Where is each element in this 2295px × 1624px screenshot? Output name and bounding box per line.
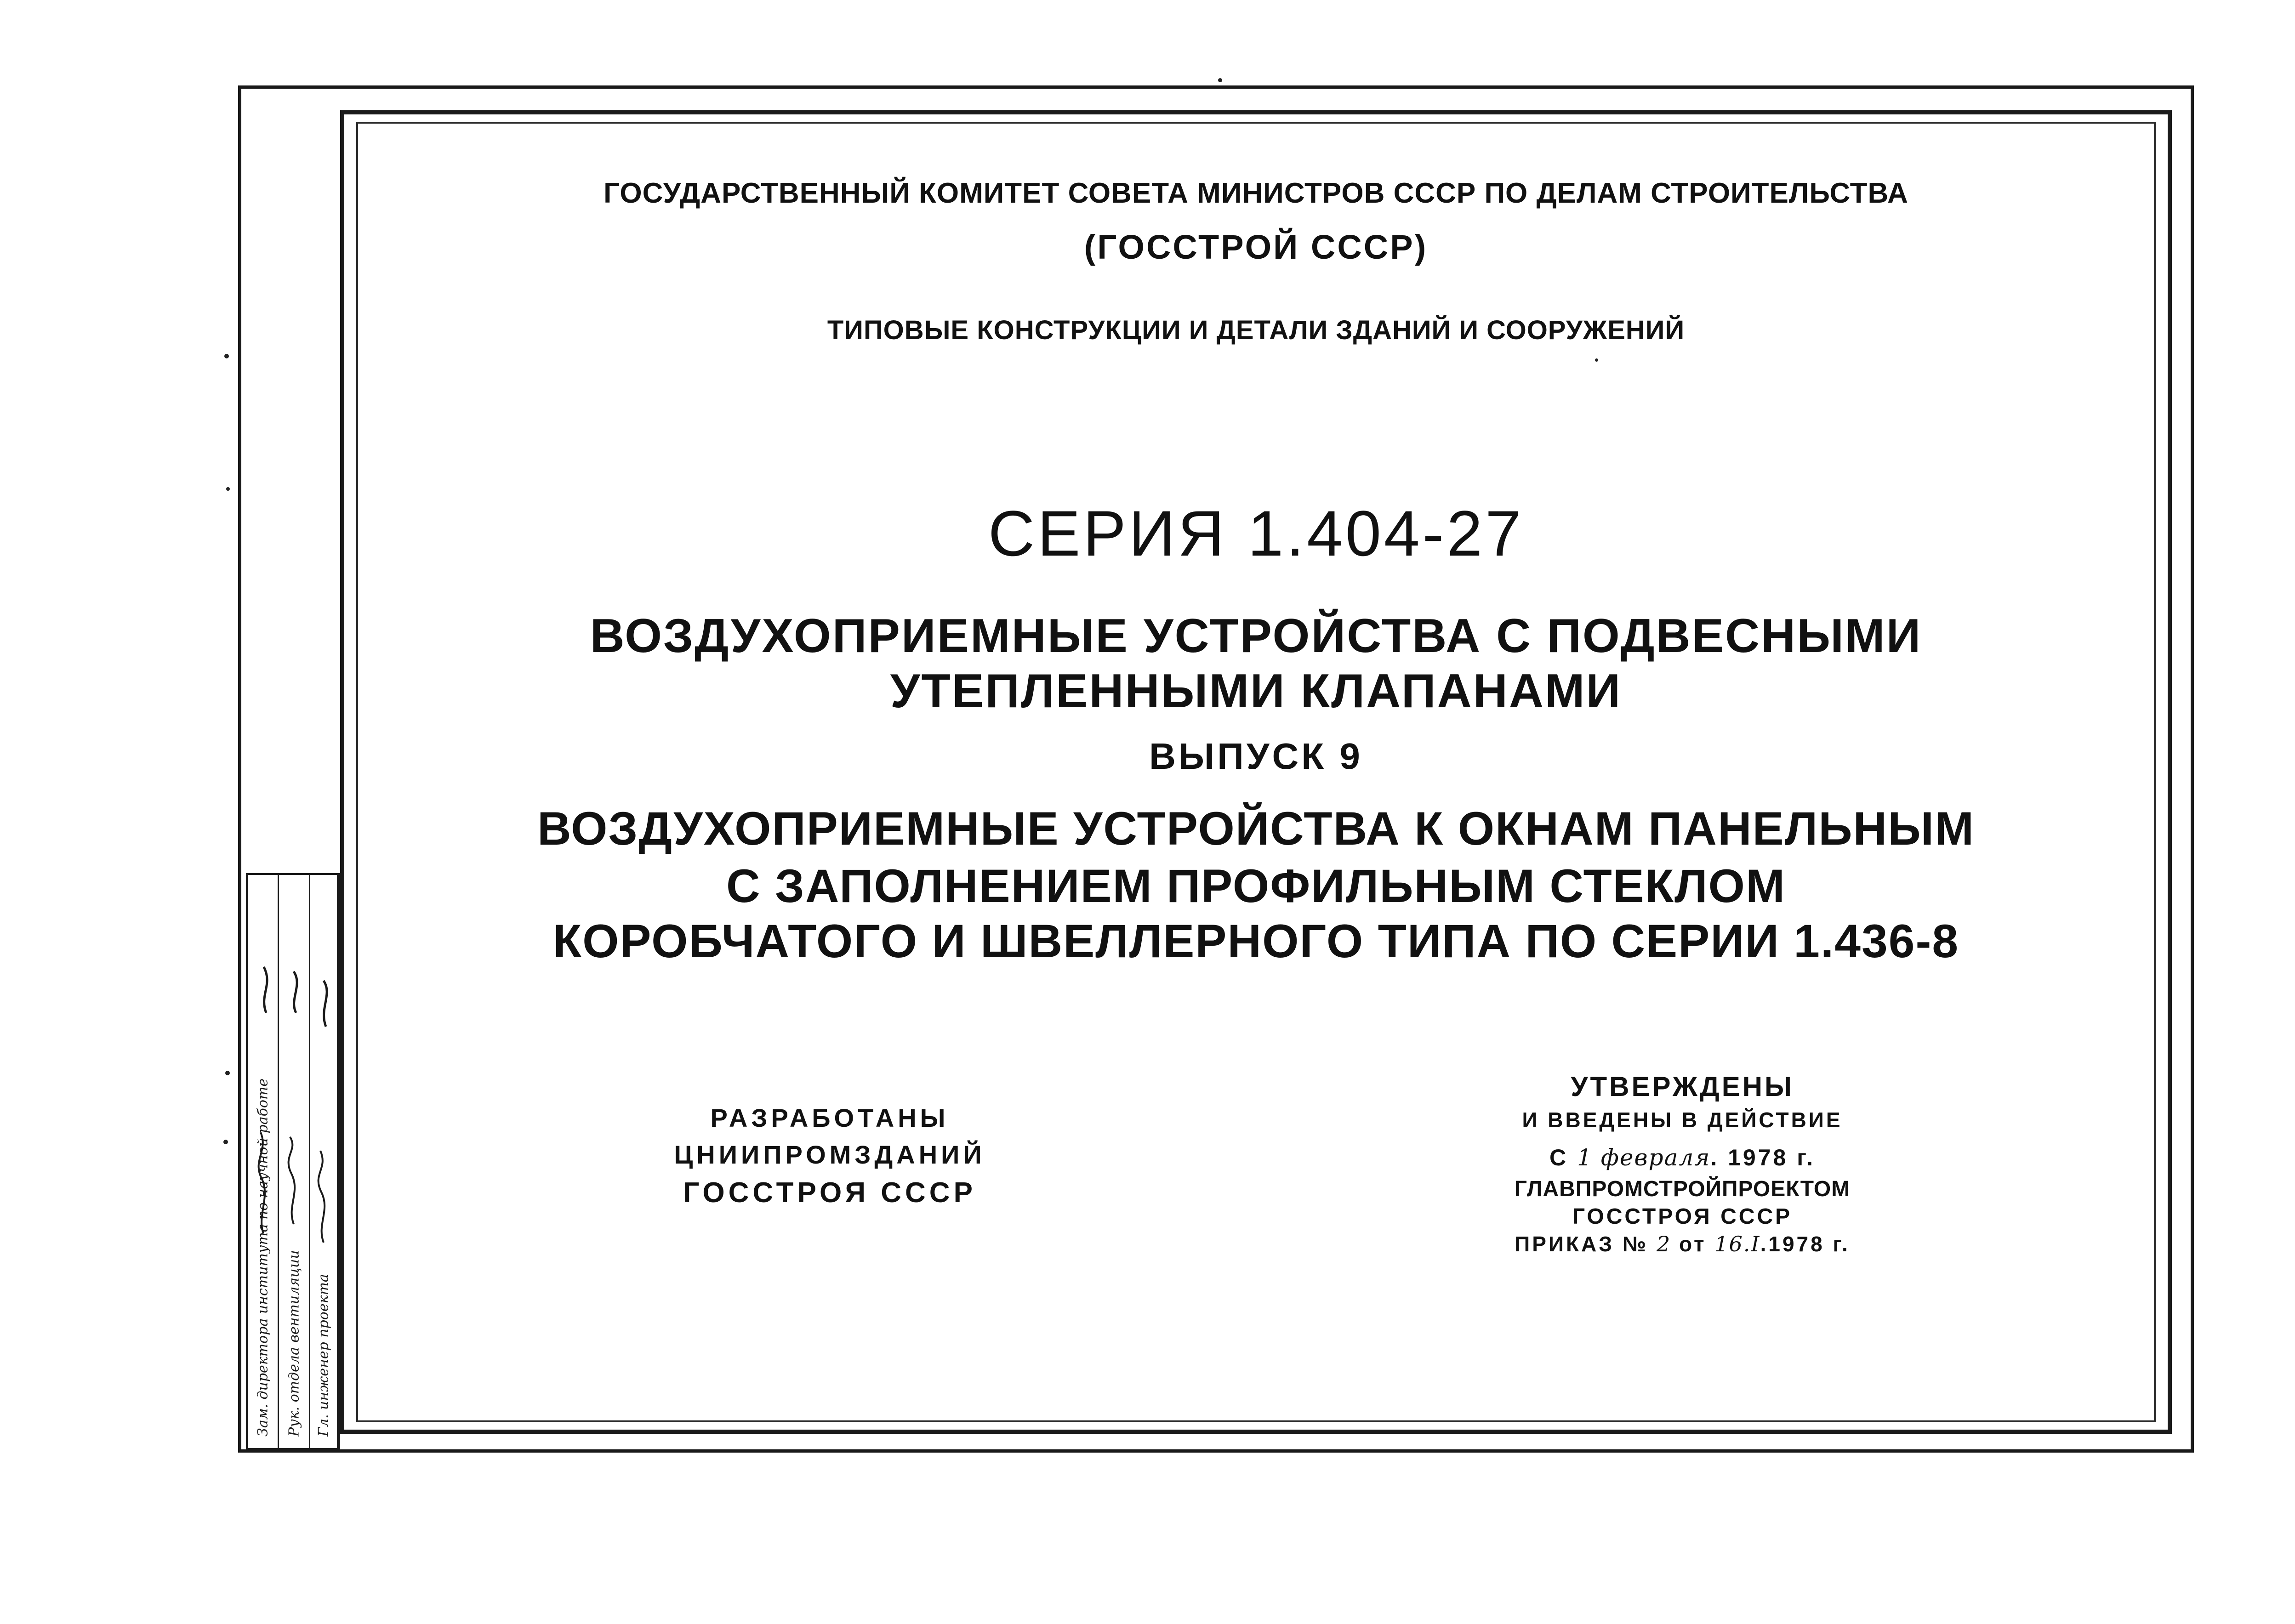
series-number: СЕРИЯ 1.404-27 <box>988 497 1524 569</box>
scan-speck <box>225 1071 230 1075</box>
approved-label: УТВЕРЖДЕНЫ <box>1571 1071 1794 1102</box>
committee-heading: ГОСУДАРСТВЕННЫЙ КОМИТЕТ СОВЕТА МИНИСТРОВ СССР ПО ДЕЛАМ СТРОИТЕЛЬСТВА <box>604 177 1908 209</box>
issue-title-line2: С ЗАПОЛНЕНИЕМ ПРОФИЛЬНЫМ СТЕКЛОМ <box>726 860 1786 912</box>
date-prefix: С <box>1549 1145 1569 1170</box>
issue-number: ВЫПУСК 9 <box>1149 736 1363 777</box>
date-handwritten: 1 февраля <box>1577 1144 1711 1171</box>
developer-parent: ГОССТРОЯ СССР <box>683 1177 976 1209</box>
developed-label: РАЗРАБОТАНЫ <box>710 1103 949 1132</box>
committee-abbr: (ГОССТРОЙ СССР) <box>1084 228 1428 266</box>
approval-order <box>1434 1232 1931 1256</box>
scan-speck <box>224 354 229 358</box>
scan-speck <box>1595 358 1598 362</box>
approved-by: ГЛАВПРОМСТРОЙПРОЕКТОМ <box>1514 1177 1851 1201</box>
stamp-row-label: Гл. инженер проекта <box>315 1274 332 1437</box>
signature-stamp <box>246 873 340 1450</box>
signatures-scribble <box>248 875 340 1450</box>
stamp-row-label: Зам. директора института по научной работе <box>255 1078 271 1437</box>
issue-title-line3: КОРОБЧАТОГО И ШВЕЛЛЕРНОГО ТИПА ПО СЕРИИ 1.436-8 <box>552 915 1959 967</box>
approved-by-parent: ГОССТРОЯ СССР <box>1572 1204 1793 1229</box>
series-title-line1: ВОЗДУХОПРИЕМНЫЕ УСТРОЙСТВА С ПОДВЕСНЫМИ <box>590 609 1922 663</box>
scan-speck <box>226 487 230 491</box>
order-prefix: ПРИКАЗ № <box>1515 1232 1649 1256</box>
order-number: 2 <box>1656 1232 1671 1256</box>
order-year: .1978 г. <box>1760 1232 1850 1256</box>
stamp-row-label: Рук. отдела вентиляции <box>286 1250 302 1437</box>
approved-date <box>1434 1144 1931 1171</box>
order-from: от <box>1679 1232 1707 1256</box>
category-heading: ТИПОВЫЕ КОНСТРУКЦИИ И ДЕТАЛИ ЗДАНИЙ И СООРУЖЕНИЙ <box>827 315 1685 345</box>
date-suffix: . 1978 г. <box>1710 1145 1815 1170</box>
order-date: 16.I <box>1714 1232 1760 1256</box>
scan-speck <box>223 1140 228 1144</box>
developer-org: ЦНИИПРОМЗДАНИЙ <box>674 1140 985 1169</box>
approved-in-force: И ВВЕДЕНЫ В ДЕЙСТВИЕ <box>1522 1108 1843 1132</box>
scan-speck <box>1218 78 1222 82</box>
series-title-line2: УТЕПЛЕННЫМИ КЛАПАНАМИ <box>890 664 1622 718</box>
issue-title-line1: ВОЗДУХОПРИЕМНЫЕ УСТРОЙСТВА К ОКНАМ ПАНЕЛЬНЫМ <box>537 802 1975 855</box>
